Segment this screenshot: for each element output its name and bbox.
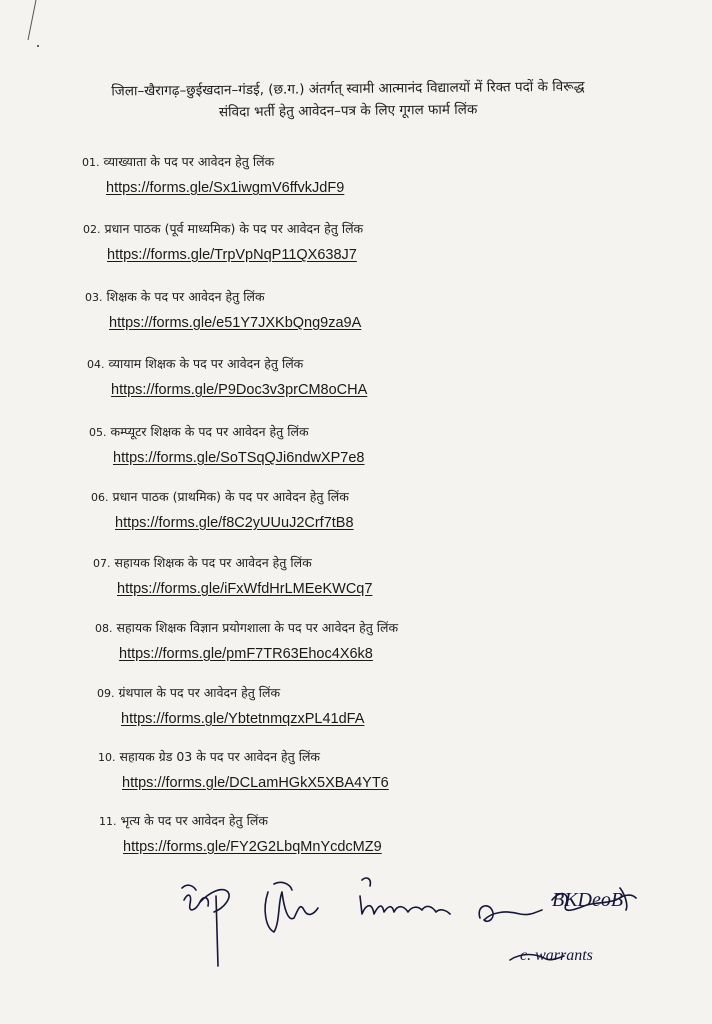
item-number: 08. (95, 622, 113, 635)
item-number: 07. (93, 557, 111, 570)
form-link[interactable]: https://forms.gle/P9Doc3v3prCM8oCHA (111, 382, 368, 398)
signature-4 (479, 888, 636, 921)
title-line-2: संविदा भर्ती हेतु आवेदन–पत्र के लिए गूगल फार्म लिंक (218, 101, 478, 121)
list-item (98, 747, 389, 793)
signature-5 (510, 947, 593, 964)
form-link[interactable]: https://forms.gle/iFxWfdHrLMEeKWCq7 (117, 581, 373, 597)
form-link[interactable]: https://forms.gle/e51Y7JXKbQng9za9A (109, 315, 362, 331)
item-label: सहायक ग्रेड 03 के पद पर आवेदन हेतु लिंक (119, 749, 321, 764)
item-label: प्रधान पाठक (पूर्व माध्यमिक) के पद पर आवेदन हेतु लिंक (104, 221, 364, 236)
list-item (83, 219, 363, 265)
item-number: 02. (83, 223, 101, 236)
signature-4-text: BKDeoB (552, 889, 624, 911)
signature-5-text: c. warrants (520, 947, 593, 964)
item-number: 11. (99, 815, 117, 828)
document-title (58, 75, 638, 125)
signature-1 (182, 885, 229, 966)
page-edge-mark (0, 0, 60, 120)
item-label: प्रधान पाठक (प्राथमिक) के पद पर आवेदन हेतु लिंक (112, 489, 349, 504)
list-item (99, 811, 382, 857)
form-link[interactable]: https://forms.gle/SoTSqQJi6ndwXP7e8 (113, 450, 365, 466)
list-item (93, 553, 372, 599)
list-item (91, 487, 354, 533)
list-item (97, 683, 364, 729)
form-link[interactable]: https://forms.gle/FY2G2LbqMnYcdcMZ9 (123, 839, 382, 855)
signature-2 (265, 882, 318, 932)
item-number: 06. (91, 491, 109, 504)
item-label: व्याख्याता के पद पर आवेदन हेतु लिंक (103, 154, 275, 169)
list-item (95, 618, 398, 664)
item-number: 03. (85, 291, 103, 304)
item-label: सहायक शिक्षक के पद पर आवेदन हेतु लिंक (114, 555, 312, 570)
item-label: भृत्य के पद पर आवेदन हेतु लिंक (120, 813, 268, 828)
list-item (87, 354, 367, 400)
form-link[interactable]: https://forms.gle/pmF7TR63Ehoc4X6k8 (119, 646, 373, 662)
title-line-1: जिला–खैरागढ़–छुईखदान–गंडई, (छ.ग.) अंतर्गत् स्वामी आत्मानंद विद्यालयों में रिक्त पदों के विरूद्ध (111, 78, 585, 100)
signature-3 (360, 878, 450, 914)
item-number: 09. (97, 687, 115, 700)
signatures-block (170, 862, 670, 972)
form-link[interactable]: https://forms.gle/DCLamHGkX5XBA4YT6 (122, 775, 389, 791)
item-number: 10. (98, 751, 116, 764)
form-link[interactable]: https://forms.gle/TrpVpNqP11QX638J7 (107, 247, 357, 263)
item-number: 01. (82, 156, 100, 169)
item-label: कम्प्यूटर शिक्षक के पद पर आवेदन हेतु लिंक (110, 424, 309, 439)
item-label: शिक्षक के पद पर आवेदन हेतु लिंक (106, 289, 265, 304)
form-link[interactable]: https://forms.gle/f8C2yUUuJ2Crf7tB8 (115, 515, 354, 531)
list-item (82, 152, 344, 198)
item-number: 05. (89, 426, 107, 439)
item-label: ग्रंथपाल के पद पर आवेदन हेतु लिंक (118, 685, 281, 700)
item-label: सहायक शिक्षक विज्ञान प्रयोगशाला के पद पर आवेदन हेतु लिंक (116, 620, 399, 635)
item-number: 04. (87, 358, 105, 371)
item-label: व्यायाम शिक्षक के पद पर आवेदन हेतु लिंक (108, 356, 304, 371)
list-item (89, 422, 364, 468)
form-link[interactable]: https://forms.gle/Sx1iwgmV6ffvkJdF9 (106, 180, 345, 196)
form-link[interactable]: https://forms.gle/YbtetnmqzxPL41dFA (121, 711, 365, 727)
list-item (85, 287, 361, 333)
